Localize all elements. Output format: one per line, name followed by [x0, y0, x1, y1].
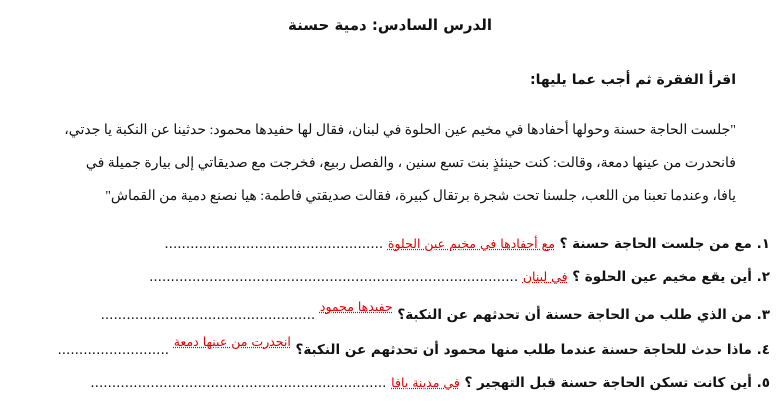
- question-1: [20, 233, 770, 255]
- reading-passage: [36, 114, 736, 213]
- instruction-text: اقرأ الفقرة ثم أجب عما يليها:: [530, 72, 736, 88]
- passage-line: فانحدرت من عينها دمعة، وقالت: كنت حينئذٍ بنت تسع سنين ، والفصل ربيع، فخرجت مع صديقاتي إلى بيارة جميلة في: [85, 156, 736, 171]
- question-text: أين كانت تسكن الحاجة حسنة قبل التهجير ؟: [464, 375, 752, 391]
- answer-dots: ..................................................: [100, 307, 316, 323]
- answer-text[interactable]: في لبنان: [522, 269, 568, 284]
- answer-text[interactable]: انحدرت من عينها دمعة: [173, 334, 291, 349]
- answer-dots: ...................................................: [164, 236, 384, 252]
- question-number: ٥.: [756, 375, 770, 391]
- answer-dots: ..........................: [57, 342, 170, 358]
- question-5: [20, 372, 770, 394]
- answer-text[interactable]: حفيدها محمود: [319, 299, 393, 314]
- lesson-title: الدرس السادس: دمية حسنة: [287, 16, 492, 34]
- question-2: [20, 266, 770, 288]
- question-4: [20, 334, 770, 361]
- passage-line: "جلست الحاجة حسنة وحولها أحفادها في مخيم عين الحلوة في لبنان، فقال لها حفيدها محمود: حدثينا عن النكبة يا جدتي،: [64, 123, 736, 138]
- question-number: ٣.: [756, 307, 770, 323]
- answer-dots: ......................................................................................: [149, 269, 519, 285]
- question-text: من الذي طلب من الحاجة حسنة أن تحدثهم عن النكبة؟: [397, 307, 752, 323]
- question-number: ٢.: [756, 269, 770, 285]
- question-text: أين يقع مخيم عين الحلوة ؟: [572, 269, 752, 285]
- question-number: ٤.: [756, 342, 770, 358]
- answer-text[interactable]: مع أحفادها في مخيم عين الحلوة: [387, 236, 555, 251]
- answer-text[interactable]: في مدينة يافا: [391, 375, 460, 390]
- question-text: مع من جلست الحاجة حسنة ؟: [559, 236, 752, 252]
- question-3: [20, 299, 770, 326]
- question-number: ١.: [756, 236, 770, 252]
- answer-dots: .....................................................................: [90, 375, 387, 391]
- question-text: ماذا حدث للحاجة حسنة عندما طلب منها محمود أن تحدثهم عن النكبة؟: [295, 342, 752, 358]
- passage-line: يافا، وعندما تعبنا من اللعب، جلسنا تحت شجرة برتقال كبيرة، فقالت صديقتي فاطمة: هيا نصنع دمية من القماش": [105, 189, 736, 204]
